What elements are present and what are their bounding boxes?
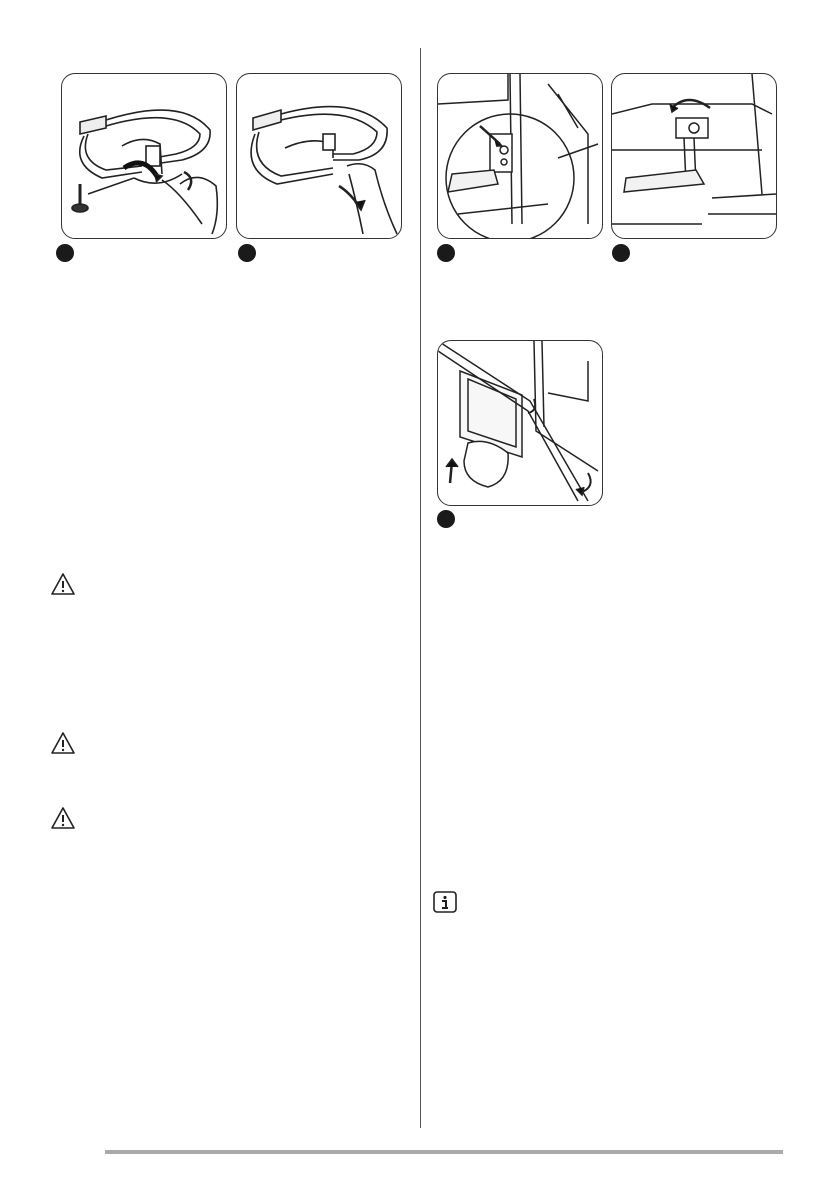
door-removal-illustration: [438, 341, 602, 505]
figure-lower-heating-element: [236, 73, 402, 239]
figure-number-dot: [56, 244, 74, 262]
heating-element-lowered-illustration: [237, 74, 401, 238]
warning-triangle-icon: [50, 731, 76, 755]
figure-door-hinge-lever: [437, 73, 603, 239]
column-divider: [420, 48, 421, 1128]
figure-hinge-lever-rotate: [611, 73, 777, 239]
warning-triangle-icon: [50, 572, 76, 596]
footer-rule: [105, 1150, 783, 1154]
figure-number-dot: [612, 244, 630, 262]
hinge-lever-illustration: [438, 74, 602, 238]
figure-number-dot: [437, 244, 455, 262]
warning-triangle-icon: [50, 806, 76, 830]
figure-lift-door-out: [437, 340, 603, 506]
heating-element-illustration: [62, 74, 226, 238]
figure-number-dot: [437, 510, 455, 528]
figure-number-dot: [238, 244, 256, 262]
hinge-rotate-illustration: [612, 74, 776, 238]
info-icon: [432, 890, 458, 914]
figure-remove-heating-element: [61, 73, 227, 239]
